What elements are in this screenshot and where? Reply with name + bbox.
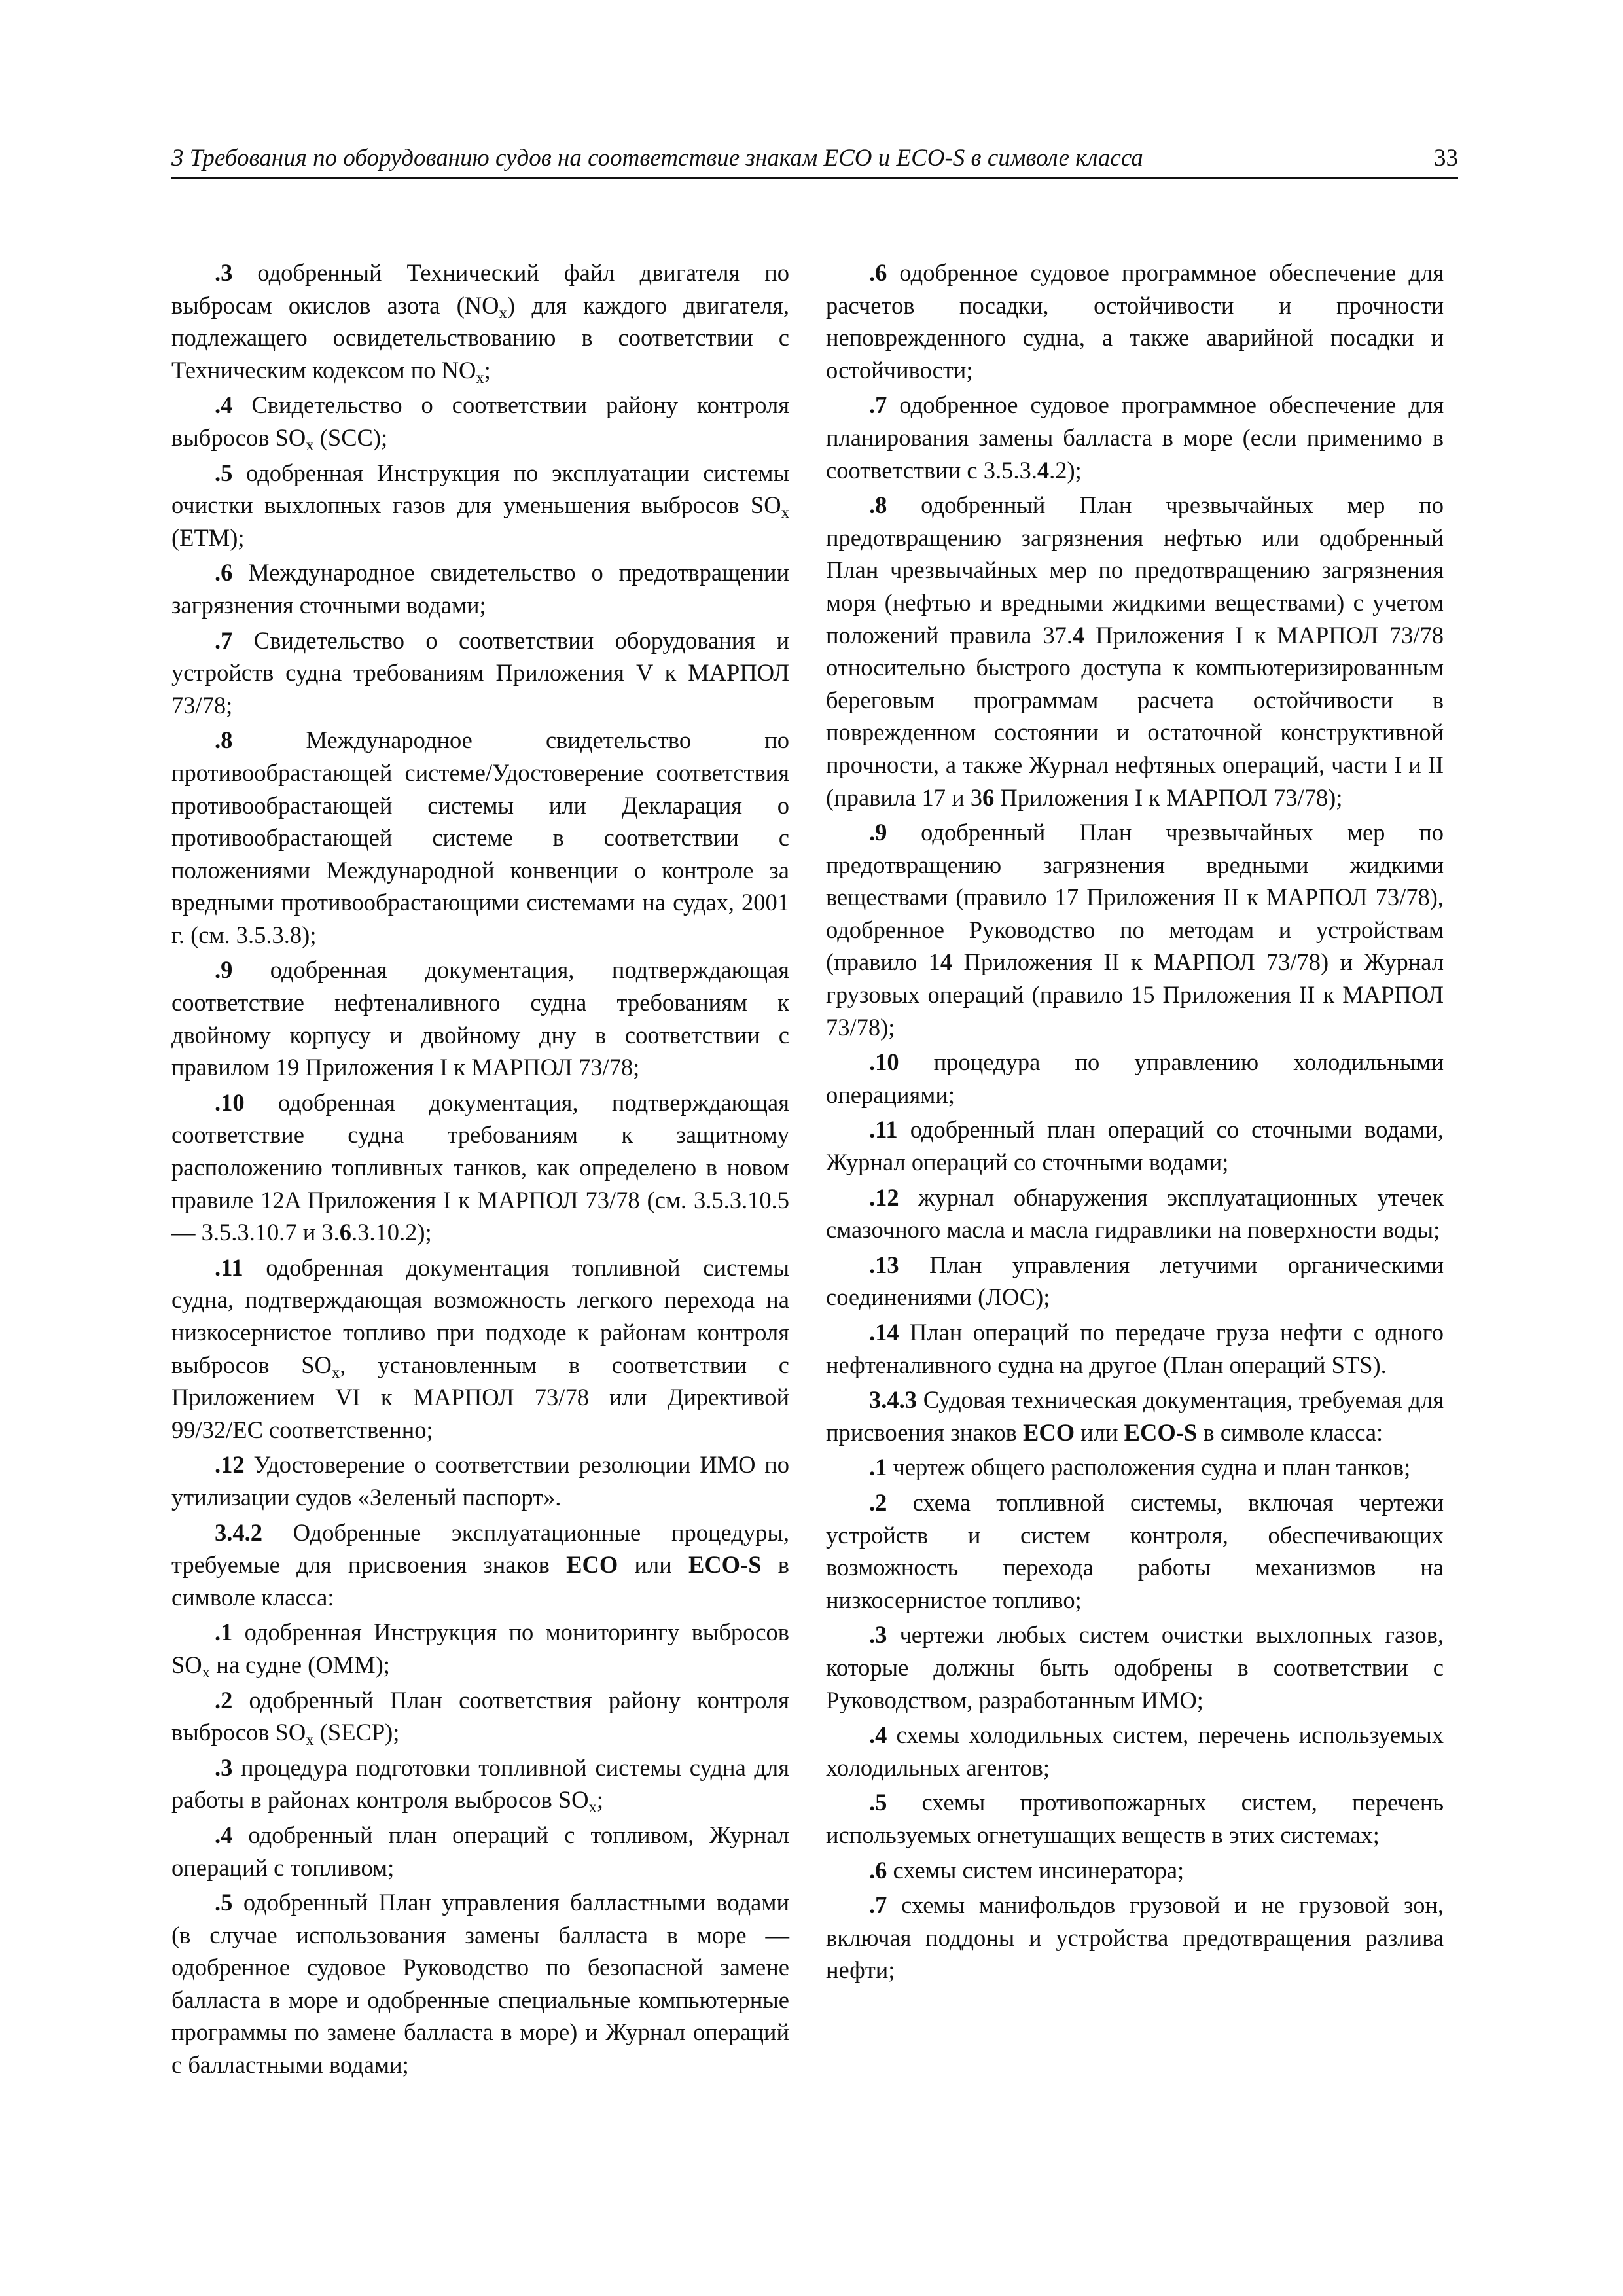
page-number: 33 bbox=[1434, 145, 1458, 171]
item-5-ballast-water-plan: .5 одобренный План управления балластными водами (в случае использования замены балласта в море — одобренное судовое Руководство по безопасной замене балласта в море и одобренные специальные компьютерные программы по замене балласта в море) и Журнал операций с балластными водами; bbox=[171, 1889, 789, 2079]
item-3-exhaust-cleaning-drawings: .3 чертежи любых систем очистки выхлопных газов, которые должны быть одобрены в соответствии с Руководством, разработанным ИМО; bbox=[826, 1621, 1444, 1713]
item-1-omm-instruction: .1 одобренная Инструкция по мониторингу выбросов $SO_x$ на судне (OMM); bbox=[171, 1619, 789, 1681]
item-6-stability-software: .6 одобренное судовое программное обеспечение для расчетов посадки, остойчивости и прочности неповрежденного судна, а также аварийной посадки и остойчивости; bbox=[826, 259, 1444, 384]
item-5-fire-fighting-schemes: .5 схемы противопожарных систем, перечень используемых огнетушащих веществ в этих системах; bbox=[826, 1789, 1444, 1848]
item-2-fuel-system-scheme: .2 схема топливной системы, включая чертежи устройств и систем контроля, обеспечивающих возможность перехода работы механизмов на низкосернистое топливо; bbox=[826, 1488, 1444, 1613]
item-12-oil-leak-log: .12 журнал обнаружения эксплуатационных утечек смазочного масла и масла гидравлики на поверхности воды; bbox=[826, 1183, 1444, 1244]
running-header bbox=[171, 140, 1458, 177]
item-3-nox-technical-file: .3 одобренный Технический файл двигателя по выбросам окислов азота $(NO_x)$ для каждого двигателя, подлежащего освидетельствованию в соответствии с Техническим кодексом по $NO_x$; bbox=[171, 259, 789, 387]
item-2-secp-plan: .2 одобренный План соответствия району контроля выбросов $SO_x$ (SECP); bbox=[171, 1686, 789, 1749]
item-4-refrigeration-schemes: .4 схемы холодильных систем, перечень используемых холодильных агентов; bbox=[826, 1721, 1444, 1781]
item-10-fuel-tank-protection: .10 одобренная документация, подтверждающая соответствие судна требованиям к защитному расположению топливных танков, как определено в новом правиле 12A Приложения I к МАРПОЛ 73/78 (см. 3.5.3.10.5 — 3.5.3.10.7 и 3.6.3.10.2); bbox=[171, 1088, 789, 1246]
header-rule bbox=[171, 177, 1458, 179]
item-11-fuel-system-documentation: .11 одобренная документация топливной системы судна, подтверждающая возможность легкого перехода на низкосернистое топливо при подходе к районам контроля выбросов $SO_x$, установленным в соответствии с Приложением VI к МАРПОЛ 73/78 или Директивой 99/32/EC соответственно; bbox=[171, 1253, 789, 1443]
item-4-fuel-operations-plan: .4 одобренный план операций с топливом, Журнал операций с топливом; bbox=[171, 1821, 789, 1881]
item-1-general-arrangement-drawing: .1 чертеж общего расположения судна и план танков; bbox=[869, 1454, 1411, 1481]
item-6-sewage-certificate: .6 Международное свидетельство о предотвращении загрязнения сточными водами; bbox=[171, 559, 789, 619]
item-4-scc-certificate: .4 Свидетельство о соответствии району контроля выбросов $SO_x$ (SCC); bbox=[171, 391, 789, 454]
item-7-ballast-exchange-software: .7 одобренное судовое программное обеспечение для планирования замены балласта в море (если применимо в соответствии с 3.5.3.4.2); bbox=[826, 391, 1444, 484]
item-3-fuel-changeover-procedure: .3 процедура подготовки топливной системы судна для работы в районах контроля выбросов $SO_x$; bbox=[171, 1753, 789, 1817]
item-14-sts-plan: .14 План операций по передаче груза нефти с одного нефтеналивного судна на другое (План операций STS). bbox=[826, 1319, 1444, 1378]
item-11-sewage-operations-plan: .11 одобренный план операций со сточными водами, Журнал операций со сточными водами; bbox=[826, 1116, 1444, 1176]
item-5-etm-instruction: .5 одобренная Инструкция по эксплуатации системы очистки выхлопных газов для уменьшения выбросов $SO_x$ (ETM); bbox=[171, 459, 789, 551]
item-8-antifouling-certificate: .8 Международное свидетельство по противообрастающей системе/Удостоверение соответствия противообрастающей системы или Декларация о противообрастающей системе в соответствии с положениями Международной конвенции о контроле за вредными противообрастающими системами на судах, 2001 г. (см. 3.5.3.8); bbox=[171, 726, 789, 948]
item-9-double-hull-documentation: .9 одобренная документация, подтверждающая соответствие нефтеналивного судна требованиям к двойному корпусу и двойному дну в соответствии с правилом 19 Приложения I к МАРПОЛ 73/78; bbox=[171, 956, 789, 1081]
section-3-4-3: 3.4.3 Судовая техническая документация, требуемая для присвоения знаков ECO или ECO-S в символе класса: bbox=[826, 1386, 1444, 1446]
item-10-refrigeration-procedure: .10 процедура по управлению холодильными операциями; bbox=[826, 1049, 1444, 1108]
item-6-incinerator-schemes: .6 схемы систем инсинератора; bbox=[869, 1856, 1185, 1884]
item-8-oil-pollution-emergency-plan: .8 одобренный План чрезвычайных мер по предотвращению загрязнения нефтью или одобренный План чрезвычайных мер по предотвращению загрязнения моря (нефтью и вредными жидкими веществами) с учетом положений правила 37.4 Приложения I к МАРПОЛ 73/78 относительно быстрого доступа к компьютеризированным береговым программам расчета остойчивости в поврежденном состоянии и остаточной конструктивной прочности, а также Журнал нефтяных операций, части I и II (правила 17 и 36 Приложения I к МАРПОЛ 73/78); bbox=[826, 492, 1444, 811]
item-7-manifold-schemes: .7 схемы манифольдов грузовой и не грузовой зон, включая поддоны и устройства предотвращения разлива нефти; bbox=[826, 1892, 1444, 1984]
item-9-noxious-liquid-emergency-plan: .9 одобренный План чрезвычайных мер по предотвращению загрязнения вредными жидкими веществами (правило 17 Приложения II к МАРПОЛ 73/78), одобренное Руководство по методам и устройствам (правило 14 Приложения II к МАРПОЛ 73/78) и Журнал грузовых операций (правило 15 Приложения II к МАРПОЛ 73/78); bbox=[826, 819, 1444, 1041]
section-3-4-2: 3.4.2 Одобренные эксплуатационные процедуры, требуемые для присвоения знаков ECO или ECO-S в символе класса: bbox=[171, 1518, 789, 1611]
item-13-voc-plan: .13 План управления летучими органическими соединениями (ЛОС); bbox=[826, 1251, 1444, 1311]
item-7-annex-v-certificate: .7 Свидетельство о соответствии оборудования и устройств судна требованиям Приложения V к МАРПОЛ 73/78; bbox=[171, 626, 789, 719]
right-column bbox=[826, 257, 1444, 1989]
left-column bbox=[171, 257, 789, 2084]
item-12-green-passport: .12 Удостоверение о соответствии резолюции ИМО по утилизации судов «Зеленый паспорт». bbox=[171, 1451, 789, 1511]
running-header-title: 3 Требования по оборудованию судов на соответствие знакам ECO и ECO-S в символе класса bbox=[171, 145, 1143, 171]
